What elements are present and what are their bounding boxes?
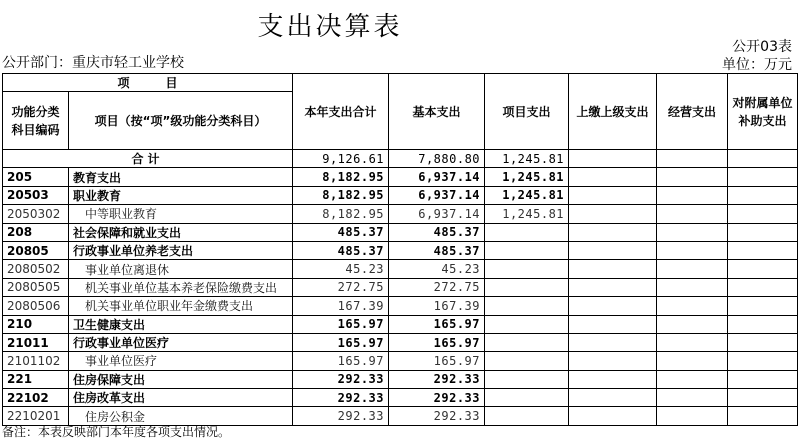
amount-cell — [657, 186, 728, 204]
header-col-total: 本年支出合计 — [293, 74, 389, 150]
subject-code: 20503 — [3, 186, 69, 204]
amount-cell — [569, 333, 657, 351]
amount-cell: 292.33 — [389, 389, 485, 407]
subject-code: 2080502 — [3, 260, 69, 278]
subject-name: 住房改革支出 — [69, 389, 293, 407]
amount-cell: 7,880.80 — [389, 150, 485, 168]
subject-code: 205 — [3, 168, 69, 186]
unit-label: 单位：万元 — [722, 57, 792, 73]
amount-cell — [485, 333, 569, 351]
amount-cell — [657, 297, 728, 315]
amount-cell — [569, 168, 657, 186]
amount-cell: 1,245.81 — [485, 168, 569, 186]
header-code — [3, 92, 69, 150]
table-row — [3, 370, 798, 388]
amount-cell: 8,182.95 — [293, 186, 389, 204]
subject-name: 机关事业单位职业年金缴费支出 — [69, 297, 293, 315]
amount-cell — [657, 370, 728, 388]
amount-cell — [485, 241, 569, 259]
subject-name: 中等职业教育 — [69, 205, 293, 223]
amount-cell: 6,937.14 — [389, 205, 485, 223]
amount-cell — [657, 278, 728, 296]
amount-cell: 45.23 — [293, 260, 389, 278]
form-number: 公开03表 — [732, 39, 792, 55]
subject-name: 行政事业单位医疗 — [69, 333, 293, 351]
header-subsidy-line2: 补助支出 — [738, 113, 787, 128]
header-item-group: 项 目 — [3, 74, 293, 92]
amount-cell — [657, 150, 728, 168]
amount-cell — [657, 315, 728, 333]
amount-cell — [485, 352, 569, 370]
total-label: 合计 — [3, 150, 293, 168]
amount-cell: 292.33 — [293, 370, 389, 388]
amount-cell — [728, 389, 798, 407]
amount-cell — [569, 260, 657, 278]
amount-cell — [728, 150, 798, 168]
table-row — [3, 333, 798, 351]
table-row — [3, 205, 798, 223]
amount-cell — [657, 241, 728, 259]
department-label: 公开部门：重庆市轻工业学校 — [2, 55, 184, 71]
header-code-line1: 功能分类 — [11, 104, 60, 119]
amount-cell: 1,245.81 — [485, 205, 569, 223]
amount-cell — [728, 407, 798, 425]
subject-code: 208 — [3, 223, 69, 241]
table-row — [3, 241, 798, 259]
amount-cell: 6,937.14 — [389, 186, 485, 204]
amount-cell — [728, 260, 798, 278]
table-row — [3, 315, 798, 333]
amount-cell — [569, 241, 657, 259]
subject-code: 2050302 — [3, 205, 69, 223]
amount-cell — [485, 297, 569, 315]
header-col-subsidy — [728, 74, 798, 150]
amount-cell: 167.39 — [389, 297, 485, 315]
amount-cell: 272.75 — [389, 278, 485, 296]
amount-cell — [657, 223, 728, 241]
footnote: 备注：本表反映部门本年度各项支出情况。 — [2, 425, 231, 439]
amount-cell: 165.97 — [389, 333, 485, 351]
amount-cell — [657, 168, 728, 186]
amount-cell — [657, 407, 728, 425]
amount-cell: 292.33 — [293, 407, 389, 425]
amount-cell — [569, 205, 657, 223]
subject-name: 教育支出 — [69, 168, 293, 186]
table-row — [3, 186, 798, 204]
amount-cell — [657, 389, 728, 407]
amount-cell: 45.23 — [389, 260, 485, 278]
amount-cell — [728, 315, 798, 333]
subject-name: 住房保障支出 — [69, 370, 293, 388]
amount-cell — [728, 333, 798, 351]
subject-name: 职业教育 — [69, 186, 293, 204]
amount-cell: 485.37 — [389, 241, 485, 259]
subject-name: 住房公积金 — [69, 407, 293, 425]
amount-cell: 272.75 — [293, 278, 389, 296]
header-subsidy-line1: 对附属单位 — [732, 95, 793, 110]
amount-cell: 165.97 — [389, 315, 485, 333]
subject-code: 21011 — [3, 333, 69, 351]
total-row — [3, 150, 798, 168]
amount-cell: 485.37 — [293, 241, 389, 259]
subject-name: 社会保障和就业支出 — [69, 223, 293, 241]
amount-cell: 485.37 — [293, 223, 389, 241]
amount-cell: 1,245.81 — [485, 150, 569, 168]
subject-code: 221 — [3, 370, 69, 388]
amount-cell — [728, 278, 798, 296]
amount-cell: 6,937.14 — [389, 168, 485, 186]
amount-cell: 167.39 — [293, 297, 389, 315]
amount-cell — [728, 297, 798, 315]
amount-cell: 292.33 — [293, 389, 389, 407]
subject-code: 2101102 — [3, 352, 69, 370]
table-row — [3, 352, 798, 370]
header-col-project: 项目支出 — [485, 74, 569, 150]
amount-cell: 8,182.95 — [293, 168, 389, 186]
amount-cell: 8,182.95 — [293, 205, 389, 223]
amount-cell: 165.97 — [293, 315, 389, 333]
amount-cell — [728, 352, 798, 370]
header-code-line2: 科目编码 — [11, 122, 60, 137]
amount-cell — [728, 223, 798, 241]
header-col-basic: 基本支出 — [389, 74, 485, 150]
amount-cell — [485, 315, 569, 333]
amount-cell — [728, 205, 798, 223]
subject-name: 事业单位医疗 — [69, 352, 293, 370]
page-title: 支出决算表 — [257, 12, 403, 42]
amount-cell — [728, 241, 798, 259]
amount-cell — [569, 223, 657, 241]
subject-code: 22102 — [3, 389, 69, 407]
subject-code: 20805 — [3, 241, 69, 259]
expenditure-table — [2, 73, 798, 426]
subject-code: 2080506 — [3, 297, 69, 315]
subject-code: 2210201 — [3, 407, 69, 425]
amount-cell: 165.97 — [293, 352, 389, 370]
amount-cell: 165.97 — [293, 333, 389, 351]
amount-cell — [569, 352, 657, 370]
subject-name: 卫生健康支出 — [69, 315, 293, 333]
amount-cell — [485, 260, 569, 278]
header-col-business: 经营支出 — [657, 74, 728, 150]
table-row — [3, 278, 798, 296]
header-name: 项目（按“项”级功能分类科目） — [69, 92, 293, 150]
amount-cell: 165.97 — [389, 352, 485, 370]
amount-cell — [569, 297, 657, 315]
subject-code: 210 — [3, 315, 69, 333]
amount-cell — [657, 333, 728, 351]
subject-name: 行政事业单位养老支出 — [69, 241, 293, 259]
amount-cell — [485, 389, 569, 407]
amount-cell: 292.33 — [389, 407, 485, 425]
amount-cell — [485, 223, 569, 241]
amount-cell — [569, 389, 657, 407]
table-row — [3, 260, 798, 278]
amount-cell — [728, 186, 798, 204]
amount-cell: 292.33 — [389, 370, 485, 388]
amount-cell — [728, 168, 798, 186]
subject-name: 机关事业单位基本养老保险缴费支出 — [69, 278, 293, 296]
amount-cell — [569, 407, 657, 425]
amount-cell — [569, 370, 657, 388]
amount-cell — [657, 205, 728, 223]
amount-cell: 1,245.81 — [485, 186, 569, 204]
amount-cell — [569, 150, 657, 168]
table-row — [3, 168, 798, 186]
amount-cell — [728, 370, 798, 388]
amount-cell — [569, 315, 657, 333]
amount-cell — [485, 370, 569, 388]
amount-cell — [657, 260, 728, 278]
subject-code: 2080505 — [3, 278, 69, 296]
amount-cell — [569, 186, 657, 204]
amount-cell — [569, 278, 657, 296]
amount-cell — [485, 407, 569, 425]
amount-cell — [657, 352, 728, 370]
amount-cell: 9,126.61 — [293, 150, 389, 168]
header-col-remit: 上缴上级支出 — [569, 74, 657, 150]
table-row — [3, 389, 798, 407]
subject-name: 事业单位离退休 — [69, 260, 293, 278]
amount-cell — [485, 278, 569, 296]
amount-cell: 485.37 — [389, 223, 485, 241]
table-row — [3, 223, 798, 241]
table-row — [3, 297, 798, 315]
